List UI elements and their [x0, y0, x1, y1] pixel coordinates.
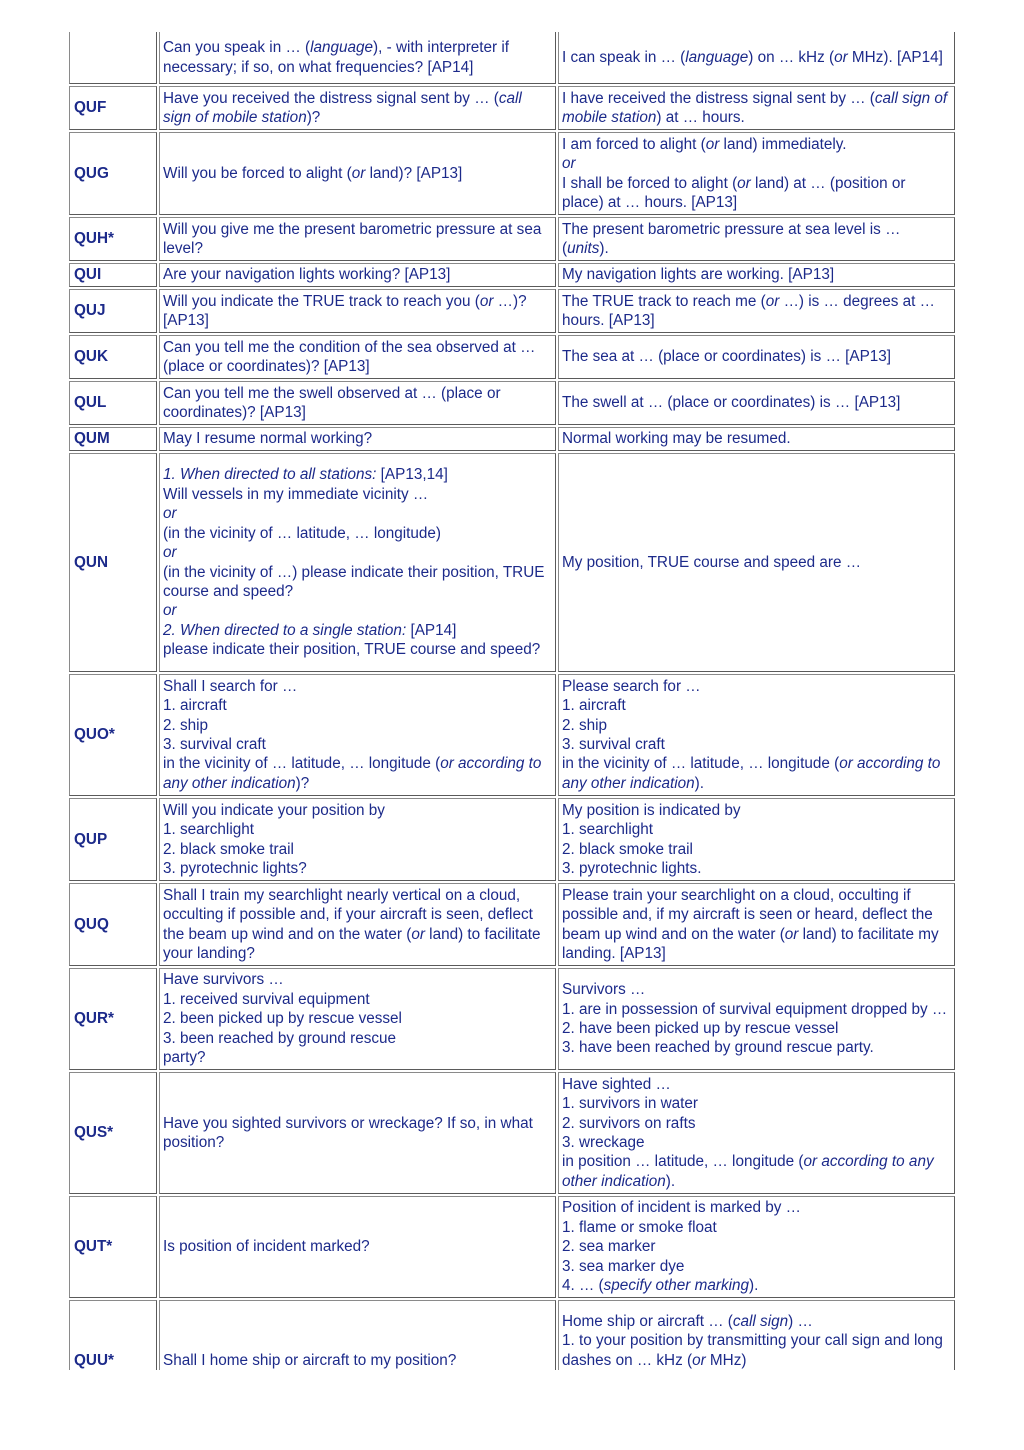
table-row: [69, 1300, 955, 1370]
question-cell: [159, 32, 556, 84]
text: )?: [306, 109, 321, 126]
italic-text: or according to any other indication: [562, 1153, 934, 1190]
cell-line: [562, 553, 951, 572]
italic-text: or according to any other indication: [562, 755, 941, 792]
text: Please search for …: [562, 677, 701, 695]
cell-line: [562, 1331, 951, 1370]
cell-line: [163, 543, 552, 562]
table-row: [69, 86, 955, 130]
cell-line: [562, 980, 951, 999]
cell-line: [562, 1000, 951, 1019]
text: The TRUE track to reach me (: [562, 292, 766, 310]
cell-line: [163, 801, 552, 820]
text: 3. survival craft: [562, 736, 665, 753]
text: 2. black smoke trail: [562, 840, 693, 858]
question-cell: [159, 798, 556, 881]
text: Have you received the distress signal sent by … (: [163, 89, 499, 107]
italic-text: specify other marking: [603, 1277, 750, 1295]
text: ) on … kHz (: [748, 48, 835, 66]
italic-text: call sign of mobile station: [163, 89, 522, 126]
question-cell: [159, 674, 556, 796]
q-code-cell: QUU*: [69, 1300, 157, 1370]
cell-line: [562, 1218, 951, 1237]
q-code-table: [67, 30, 957, 1372]
text: land)? [AP13]: [365, 164, 463, 182]
answer-cell: [558, 674, 955, 796]
cell-line: [163, 820, 552, 839]
cell-line: [163, 485, 552, 504]
text: in the vicinity of … latitude, … longitude (: [562, 755, 840, 773]
text: (in the vicinity of … latitude, … longitude): [163, 524, 442, 542]
text: Shall I search for …: [163, 677, 298, 695]
text: [AP13,14]: [376, 466, 448, 484]
text: ), - with interpreter if necessary; if so, on what frequencies? [AP14]: [163, 39, 510, 76]
answer-cell: [558, 86, 955, 130]
cell-line: [562, 1038, 951, 1057]
cell-line: [163, 1048, 552, 1067]
question-cell: [159, 883, 556, 966]
cell-line: [163, 220, 552, 259]
q-code-cell: QUR*: [69, 968, 157, 1070]
table-row: [69, 1072, 955, 1194]
text: ).: [665, 1172, 676, 1190]
q-code-cell: QUK: [69, 335, 157, 379]
italic-text: or: [411, 925, 425, 943]
q-code-cell: QUP: [69, 798, 157, 881]
text: ).: [694, 774, 705, 792]
cell-line: [163, 677, 552, 696]
italic-text: language: [310, 39, 374, 57]
text: I am forced to alight (: [562, 135, 706, 153]
q-code-table-body: [69, 32, 955, 1370]
cell-line: [163, 1351, 552, 1370]
cell-line: [163, 504, 552, 523]
text: (in the vicinity of …) please indicate their position, TRUE course and speed?: [163, 563, 545, 600]
text: ) …: [788, 1312, 813, 1330]
text: I have received the distress signal sent by … (: [562, 89, 875, 107]
question-cell: [159, 289, 556, 333]
cell-line: [562, 1276, 951, 1295]
answer-cell: [558, 1300, 955, 1370]
cell-line: [562, 1152, 951, 1191]
question-cell: [159, 1196, 556, 1298]
cell-line: [163, 735, 552, 754]
table-row: [69, 1196, 955, 1298]
question-cell: [159, 1072, 556, 1194]
cell-line: [163, 38, 552, 77]
q-code-cell: QUN: [69, 453, 157, 672]
cell-line: [562, 48, 951, 67]
cell-line: [562, 292, 951, 331]
q-code-cell: QUO*: [69, 674, 157, 796]
cell-line: [163, 716, 552, 735]
text: Will you indicate the TRUE track to reach you (: [163, 292, 480, 310]
text: The sea at … (place or coordinates) is … [AP13]: [562, 348, 892, 366]
q-code-cell: QUT*: [69, 1196, 157, 1298]
answer-cell: [558, 381, 955, 425]
text: Normal working may be resumed.: [562, 430, 791, 448]
text: Have you sighted survivors or wreckage? If so, in what position?: [163, 1114, 533, 1151]
table-row: [69, 381, 955, 425]
table-row: [69, 217, 955, 261]
text: 3. pyrotechnic lights.: [562, 859, 702, 877]
text: )?: [295, 774, 310, 792]
text: ) at … hours.: [656, 109, 745, 126]
cell-line: [163, 621, 552, 640]
italic-text: or: [765, 292, 780, 310]
italic-text: or: [784, 925, 799, 943]
answer-cell: [558, 1072, 955, 1194]
answer-cell: [558, 263, 955, 287]
cell-line: [562, 1312, 951, 1331]
cell-line: [562, 1075, 951, 1094]
cell-line: [163, 265, 552, 284]
q-code-cell: QUS*: [69, 1072, 157, 1194]
question-cell: [159, 217, 556, 261]
answer-cell: [558, 217, 955, 261]
cell-line: [562, 393, 951, 412]
text: 3. sea marker dye: [562, 1257, 685, 1275]
text: Will you be forced to alight (: [163, 164, 352, 182]
text: 3. survival craft: [163, 736, 266, 753]
cell-line: [562, 696, 951, 715]
text: My position, TRUE course and speed are …: [562, 553, 861, 571]
text: 3. wreckage: [562, 1134, 645, 1151]
text: party?: [163, 1049, 206, 1067]
table-row: [69, 263, 955, 287]
answer-cell: [558, 968, 955, 1070]
answer-cell: [558, 1196, 955, 1298]
italic-text: or: [834, 48, 848, 66]
text: 1. received survival equipment: [163, 990, 370, 1008]
text: 3. pyrotechnic lights?: [163, 859, 307, 877]
text: Shall I train my searchlight nearly vertical on a cloud, occulting if possible and, if your aircraft is seen, deflect the beam up wind and on the water (: [163, 886, 533, 943]
cell-line: [163, 1114, 552, 1153]
text: MHz). [AP14]: [847, 48, 943, 66]
cell-line: [562, 154, 951, 173]
italic-text: or: [737, 174, 751, 192]
text: Will you give me the present barometric pressure at sea level?: [163, 220, 542, 257]
q-code-cell: QUQ: [69, 883, 157, 966]
table-row: [69, 132, 955, 215]
text: 2. black smoke trail: [163, 840, 294, 858]
text: 1. searchlight: [163, 821, 254, 839]
question-cell: [159, 335, 556, 379]
question-cell: [159, 427, 556, 451]
table-row: [69, 798, 955, 881]
cell-line: [562, 1133, 951, 1152]
text: 2. ship: [562, 716, 608, 734]
text: 1. searchlight: [562, 821, 653, 839]
answer-cell: [558, 132, 955, 215]
cell-line: [163, 563, 552, 602]
table-row: [69, 883, 955, 966]
italic-text: or: [163, 602, 177, 620]
cell-line: [562, 347, 951, 366]
cell-line: [562, 1019, 951, 1038]
table-row: [69, 335, 955, 379]
cell-line: [562, 859, 951, 878]
text: Shall I home ship or aircraft to my position?: [163, 1351, 457, 1369]
answer-cell: [558, 335, 955, 379]
q-code-cell: [69, 32, 157, 84]
cell-line: [163, 524, 552, 543]
text: Is position of incident marked?: [163, 1238, 370, 1256]
question-cell: [159, 132, 556, 215]
text: 3. have been reached by ground rescue party.: [562, 1039, 874, 1057]
q-code-cell: QUG: [69, 132, 157, 215]
cell-line: [562, 265, 951, 284]
cell-line: [163, 1237, 552, 1256]
table-row: [69, 32, 955, 84]
q-code-cell: QUJ: [69, 289, 157, 333]
cell-line: [562, 716, 951, 735]
text: 1. aircraft: [163, 697, 227, 715]
text: I shall be forced to alight (: [562, 174, 738, 192]
table-row: [69, 427, 955, 451]
cell-line: [562, 1237, 951, 1256]
cell-line: [163, 465, 552, 484]
text: land) immediately.: [719, 135, 847, 153]
italic-text: or: [163, 544, 177, 562]
text: 1. flame or smoke float: [562, 1218, 717, 1236]
italic-text: or: [163, 505, 177, 523]
table-row: [69, 968, 955, 1070]
q-code-cell: QUH*: [69, 217, 157, 261]
text: Home ship or aircraft … (: [562, 1312, 733, 1330]
text: My position is indicated by: [562, 801, 741, 819]
cell-line: [562, 820, 951, 839]
cell-line: [163, 859, 552, 878]
text: [AP14]: [406, 621, 457, 639]
text: May I resume normal working?: [163, 430, 373, 448]
question-cell: [159, 968, 556, 1070]
question-cell: [159, 381, 556, 425]
text: please indicate their position, TRUE course and speed?: [163, 641, 541, 659]
text: 1. survivors in water: [562, 1095, 699, 1113]
text: ).: [749, 1277, 759, 1295]
italic-text: call sign of mobile station: [562, 89, 948, 126]
q-code-cell: QUM: [69, 427, 157, 451]
answer-cell: [558, 289, 955, 333]
answer-cell: [558, 453, 955, 672]
cell-line: [163, 429, 552, 448]
text: My navigation lights are working. [AP13]: [562, 266, 835, 284]
text: Will vessels in my immediate vicinity …: [163, 485, 429, 503]
italic-text: or: [705, 135, 720, 153]
italic-text: language: [685, 48, 749, 66]
text: 3. been reached by ground rescue: [163, 1029, 397, 1047]
answer-cell: [558, 32, 955, 84]
text: The swell at … (place or coordinates) is … [AP13]: [562, 394, 901, 412]
text: …) is … degrees at … hours. [AP13]: [562, 292, 935, 329]
cell-line: [562, 840, 951, 859]
question-cell: [159, 263, 556, 287]
cell-line: [163, 384, 552, 423]
question-cell: [159, 453, 556, 672]
text: 1. to your position by transmitting your call sign and long dashes on … kHz (: [562, 1332, 943, 1369]
italic-text: or: [692, 1351, 706, 1369]
text: Have survivors …: [163, 971, 284, 989]
text: I can speak in … (: [562, 48, 686, 66]
cell-line: [163, 640, 552, 659]
text: 1. aircraft: [562, 697, 626, 715]
cell-line: [163, 990, 552, 1009]
cell-line: [562, 801, 951, 820]
italic-text: or according to any other indication: [163, 755, 542, 792]
text: Can you speak in … (: [163, 39, 311, 57]
table-row: [69, 453, 955, 672]
cell-line: [163, 970, 552, 989]
cell-line: [562, 754, 951, 793]
cell-line: [163, 89, 552, 128]
table-row: [69, 289, 955, 333]
cell-line: [163, 164, 552, 183]
cell-line: [163, 292, 552, 331]
text: in position … latitude, … longitude (: [562, 1153, 804, 1171]
cell-line: [163, 1029, 552, 1048]
text: 1. are in possession of survival equipment dropped by …: [562, 1000, 948, 1018]
cell-line: [562, 735, 951, 754]
text: land) at … (position or place) at … hours. [AP13]: [562, 174, 906, 211]
cell-line: [163, 840, 552, 859]
text: land) to facilitate my landing. [AP13]: [562, 925, 939, 962]
text: Are your navigation lights working? [AP13]: [163, 266, 451, 284]
answer-cell: [558, 427, 955, 451]
text: Will you indicate your position by: [163, 801, 385, 819]
cell-line: [163, 338, 552, 377]
answer-cell: [558, 798, 955, 881]
q-code-cell: QUL: [69, 381, 157, 425]
cell-line: [562, 677, 951, 696]
text: ).: [599, 240, 609, 257]
cell-line: [562, 886, 951, 964]
answer-cell: [558, 883, 955, 966]
text: …)? [AP13]: [163, 292, 527, 329]
cell-line: [562, 174, 951, 213]
cell-line: [562, 429, 951, 448]
text: Can you tell me the condition of the sea observed at … (place or coordinates)? [AP13]: [163, 338, 536, 375]
text: 2. been picked up by rescue vessel: [163, 1010, 402, 1028]
cell-line: [163, 601, 552, 620]
italic-text: 2. When directed to a single station:: [163, 621, 407, 639]
text: The present barometric pressure at sea level is … (: [562, 220, 901, 257]
cell-line: [562, 1094, 951, 1113]
italic-text: call sign: [732, 1312, 789, 1330]
text: 4. … (: [562, 1277, 604, 1295]
italic-text: units: [567, 240, 600, 257]
cell-line: [562, 1257, 951, 1276]
cell-line: [163, 1009, 552, 1028]
text: 2. survivors on rafts: [562, 1114, 696, 1132]
italic-text: 1. When directed to all stations:: [163, 466, 377, 484]
cell-line: [562, 220, 951, 259]
text: Position of incident is marked by …: [562, 1199, 801, 1217]
text: Have sighted …: [562, 1075, 671, 1093]
text: 2. have been picked up by rescue vessel: [562, 1020, 839, 1037]
italic-text: or: [562, 155, 576, 173]
cell-line: [163, 754, 552, 793]
text: Can you tell me the swell observed at … (place or coordinates)? [AP13]: [163, 384, 501, 421]
text: land) to facilitate your landing?: [163, 925, 541, 962]
text: 2. sea marker: [562, 1238, 656, 1256]
cell-line: [163, 696, 552, 715]
italic-text: or: [351, 164, 366, 182]
cell-line: [163, 886, 552, 964]
table-row: [69, 674, 955, 796]
q-code-cell: QUI: [69, 263, 157, 287]
question-cell: [159, 1300, 556, 1370]
cell-line: [562, 1114, 951, 1133]
cell-line: [562, 89, 951, 128]
q-code-cell: QUF: [69, 86, 157, 130]
italic-text: or: [479, 292, 494, 310]
text: Please train your searchlight on a cloud, occulting if possible and, if my aircraft is seen or heard, deflect the beam up wind and on the water (: [562, 886, 933, 943]
text: in the vicinity of … latitude, … longitude (: [163, 755, 441, 773]
question-cell: [159, 86, 556, 130]
cell-line: [562, 135, 951, 154]
text: 2. ship: [163, 716, 209, 734]
text: MHz): [705, 1351, 747, 1369]
cell-line: [562, 1198, 951, 1217]
text: Survivors …: [562, 981, 646, 999]
